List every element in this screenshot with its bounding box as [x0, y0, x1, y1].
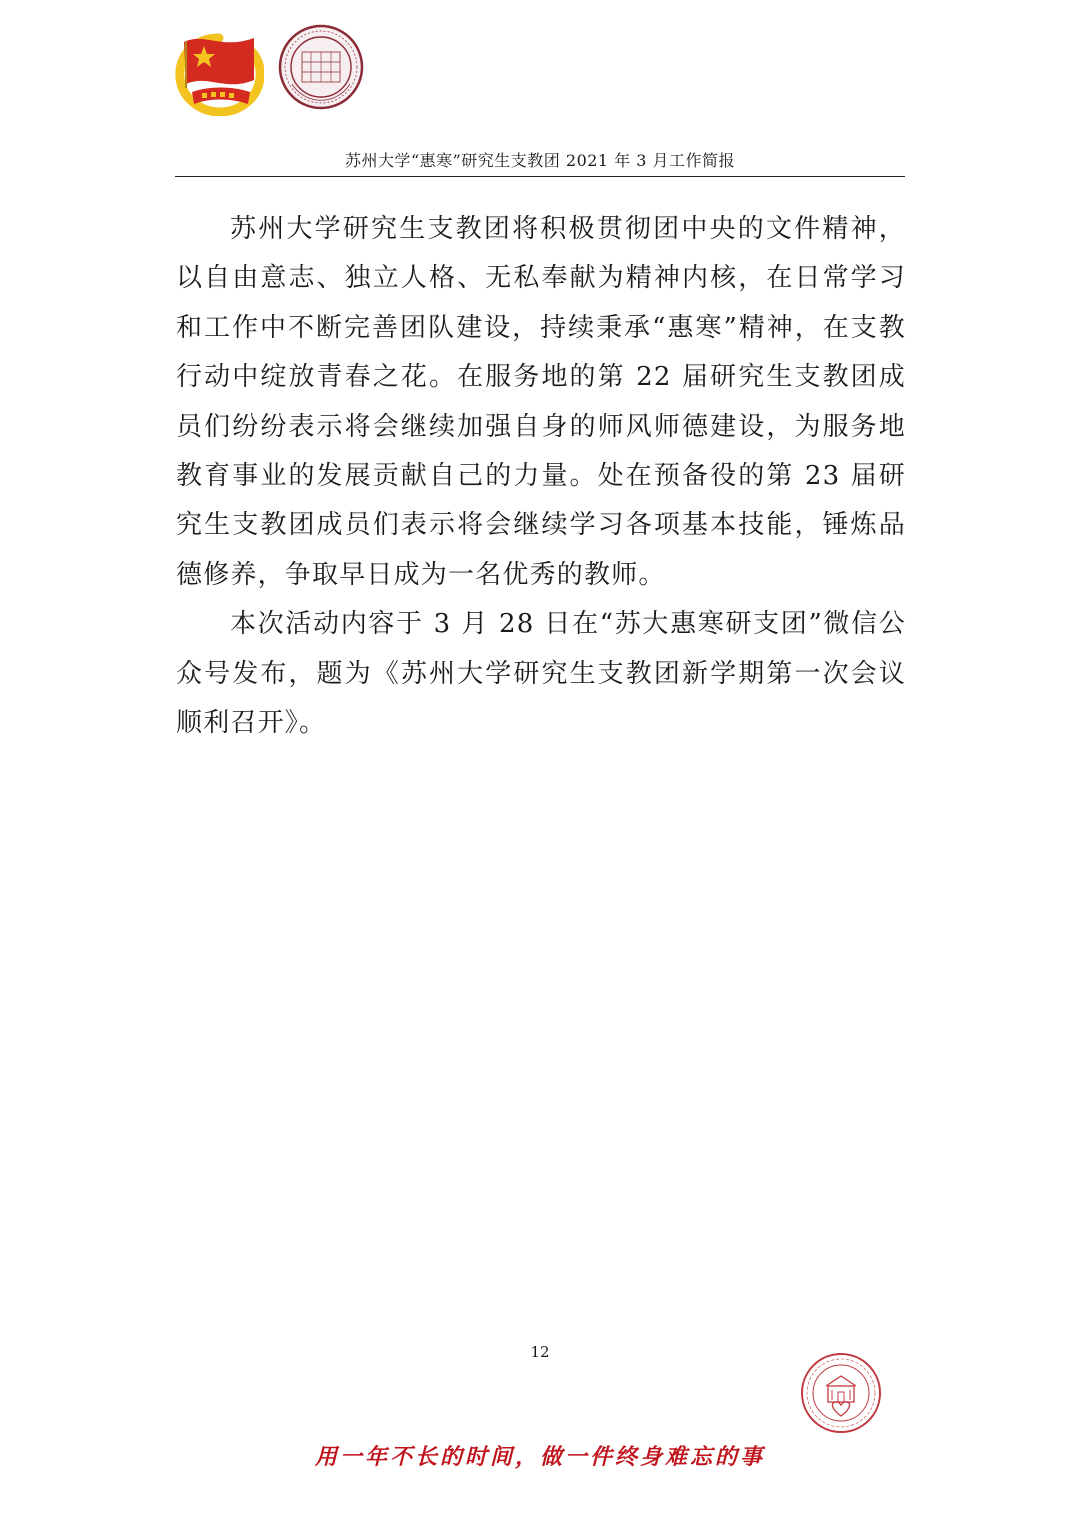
youth-league-emblem-icon: [174, 28, 264, 116]
header-divider: [175, 176, 905, 177]
footer-slogan: 用一年不长的时间，做一件终身难忘的事: [314, 1445, 765, 1470]
stamp-icon: [800, 1352, 882, 1434]
page-header-title: 苏州大学“惠寒”研究生支教团 2021 年 3 月工作简报: [344, 151, 736, 170]
page-number: 12: [530, 1343, 550, 1361]
body-paragraph: 本次活动内容于 3 月 28 日在“苏大惠寒研支团”微信公众号发布，题为《苏州大学研究生支教团新学期第一次会议顺利召开》。: [176, 609, 906, 739]
body-paragraph: 苏州大学研究生支教团将积极贯彻团中央的文件精神，以自由意志、独立人格、无私奉献为精神内核，在日常学习和工作中不断完善团队建设，持续秉承“惠寒”精神，在支教行动中绽放青春之花。在服务地的第 22 届研究生支教团成员们纷纷表示将会继续加强自身的师风师德建设，为服务地教育事业的发展贡献自己的力量。处在预备役的第 23 届研究生支教团成员们表示将会继续学习各项基本技能，锤炼品德修养，争取早日成为一名优秀的教师。: [176, 214, 906, 590]
university-seal-icon: [278, 24, 364, 110]
body-text: [176, 205, 906, 748]
